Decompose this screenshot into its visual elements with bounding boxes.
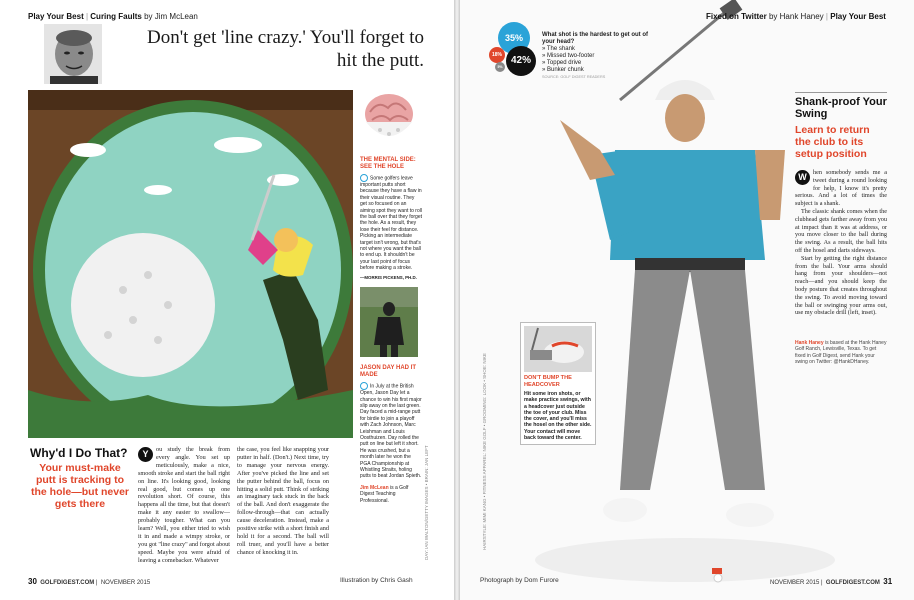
article-title: Shank-proof Your Swing xyxy=(795,92,887,120)
poll-question: What shot is the hardest to get out of your head? » The shank » Missed two-footer » Topped drive » Bunker chunk xyxy=(542,32,652,74)
author-bio: Jim McLean is a Golf Digest Teaching Professional. xyxy=(360,484,409,504)
article-body: W hen somebody sends me a tweet during a round looking for help, I know it's pretty serious. And a lot of times the subject is a shank. The classic shank comes when the clubhead gets farther away from you at impact than it was at address, or you move closer to the ball during the swing. As a result, the ball hits off the hosel and darts sideways. Start by getting the right distance from the ball. Your arms should hang from your shoulders—not reach—and you should keep the body posture that creates throughout the swing. To avoid moving toward the ball or swinging your arms out, use my obstacle drill (left, inset). xyxy=(795,169,887,317)
photo-credit: Photograph by Dom Furore xyxy=(480,577,559,584)
poll-option: » Topped drive xyxy=(542,60,582,66)
headcover-photo xyxy=(524,326,592,372)
body-column-1: Y ou study the break from every angle. You set up meticulously, make a nice, smooth stroke and start the ball right on line. It's looking good, looking real good, but comes up one revolution short. Of course, this happens all the time, but that doesn't make it any easier to swallow—probably tougher. What can you learn? Well, you either tried to wish it in and made a wimpy stroke, or you got "line crazy" and forgot about speed. Maybe you were afraid of leaving a comebacker. Whatever xyxy=(138,446,230,564)
left-running-head xyxy=(28,12,198,21)
tip-body: Hit some iron shots, or make practice swings, with a headcover just outside the toe of your club. Miss the cover, and you'll miss the hosel on the other side. Your contact will move back toward the center. xyxy=(524,391,592,442)
separator: | xyxy=(825,12,828,21)
left-folio: 30 GOLFDIGEST.COM | NOVEMBER 2015 xyxy=(28,577,151,586)
sidebar-body-2: In July at the British Open, Jason Day let a chance to win his first major slip away on the last green. Day faced a mid-range putt for birdie to join a playoff with Zach Johnson, Marc Leishman and Louis Oosthuizen. Day rolled the putt on line but left it short. He was crushed, but a month later he won the PGA Championship at Whistling Straits, holing putts to beat Jordan Spieth. xyxy=(360,383,422,480)
department-label: Curing Faults xyxy=(90,12,142,21)
poll-bubble-18: 18% xyxy=(489,47,505,63)
sidebar-body: Some golfers leave important putts short because they have a flaw in their visual routine. They get so focused on an aiming spot they want to roll the ball over that they forget the hole. As a result, they lose their feel for distance. Picking an intermediate target isn't wrong, but that's not where you want the ball to end up. It shouldn't be your last point of focus before making a stroke. xyxy=(360,175,422,272)
mental-side-sidebar xyxy=(360,90,422,504)
poll-bubble-5: 5% xyxy=(495,62,505,72)
jason-day-photo xyxy=(360,287,418,357)
info-icon xyxy=(360,382,368,390)
poll-option: » Missed two-footer xyxy=(542,53,595,59)
poll-option: » The shank xyxy=(542,46,575,52)
article-title: Why'd I Do That? xyxy=(30,446,128,460)
dropcap: Y xyxy=(138,447,153,462)
section-label: Play Your Best xyxy=(28,12,84,21)
department-label: Fixed on Twitter xyxy=(706,12,767,21)
byline: by Jim McLean xyxy=(144,12,198,21)
brain-golfball-icon xyxy=(360,90,418,148)
photo-credit-vertical: DAY: IAN WALTON/GETTY IMAGES • BRAIN: JAN LEFT xyxy=(424,445,429,560)
poll-option: » Bunker chunk xyxy=(542,67,584,73)
photo-credit-vertical: HAIRSTYLE: MIMI KANG • FITNESS APPAREL: NIKE GOLF • GROOMING: LOOK • SHOE: NIKE xyxy=(482,353,487,550)
info-icon xyxy=(360,174,368,182)
pull-quote: Don't get 'line crazy.' You'll forget to hit the putt. xyxy=(146,27,424,71)
byline: by Hank Haney xyxy=(768,12,824,21)
author-bio: Hank Haney is based at the Hank Haney Golf Ranch, Lewisville, Texas. To get fixed in Golf Digest, send Hank your swing on Twitter: @HankDHaney. xyxy=(795,340,887,365)
dropcap: W xyxy=(795,170,810,185)
left-page xyxy=(0,0,454,600)
article-deck: Learn to return the club to its setup position xyxy=(795,124,870,160)
section-label: Play Your Best xyxy=(830,12,886,21)
separator: | xyxy=(85,12,89,21)
sidebar-heading: THE MENTAL SIDE: SEE THE HOLE xyxy=(360,157,416,170)
illustration-credit: Illustration by Chris Gash xyxy=(340,577,413,584)
tip-inset xyxy=(520,322,596,445)
putting-illustration xyxy=(28,90,353,438)
article-deck: Your must-make putt is tracking to the hole—but never gets there xyxy=(30,462,129,510)
poll-bubble-35: 35% xyxy=(498,22,530,54)
right-running-head xyxy=(706,12,886,21)
poll-source: SOURCE: GOLF DIGEST READERS xyxy=(542,75,606,79)
right-folio: NOVEMBER 2015 | GOLFDIGEST.COM 31 xyxy=(770,577,893,586)
poll-bubble-42: 42% xyxy=(506,46,536,76)
body-column-2: the case, you feel like snapping your putter in half. (Don't.) Next time, try to manage your nervous energy. After you've picked the line and set the putter behind the ball, focus on hitting a solid putt. Think of striking an imaginary tack stuck in the back of the ball. And don't exaggerate the follow-through—that can actually cause deceleration. Instead, make a positive strike with a short finish and hold it for a second. The ball will roll truer, and you'll have a better chance of knocking it in. xyxy=(237,446,329,556)
tip-heading: DON'T BUMP THE HEADCOVER xyxy=(524,375,572,388)
author-headshot xyxy=(44,24,102,84)
sidebar-heading-2: JASON DAY HAD IT MADE xyxy=(360,365,417,379)
sidebar-attribution: —MORRIS PICKENS, PH.D. xyxy=(360,274,417,280)
